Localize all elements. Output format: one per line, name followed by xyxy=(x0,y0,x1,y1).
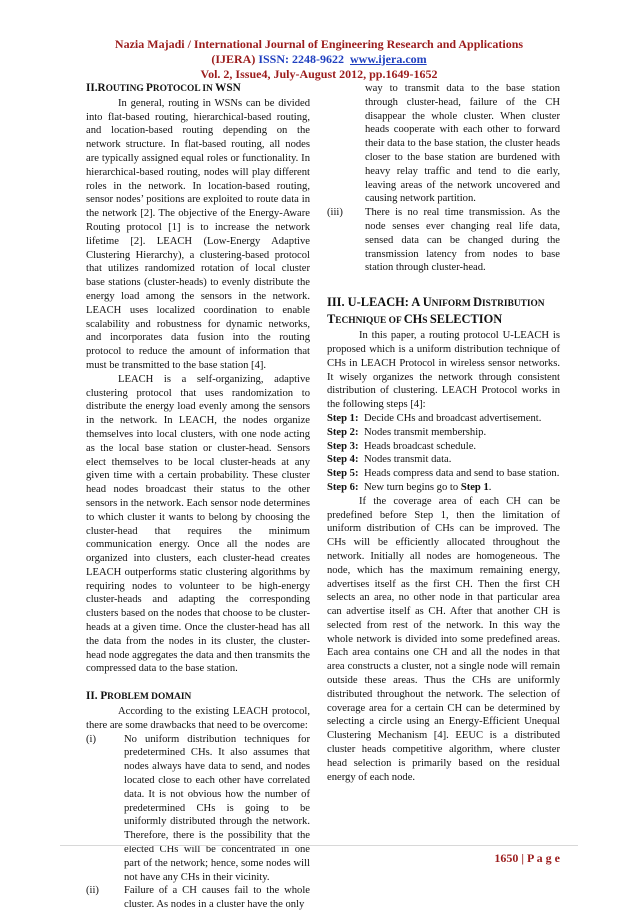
step-label: Step 1 xyxy=(327,412,355,424)
list-item-number: (ii) xyxy=(86,885,99,897)
page-label: P a g e xyxy=(527,851,560,865)
step-text: Heads broadcast schedule. xyxy=(364,440,477,452)
list-item-text: Failure of a CH causes fail to the whole cluster. As nodes in a cluster have the only xyxy=(124,885,310,911)
list-item-number: (iii) xyxy=(327,207,343,219)
journal-code: (IJERA) xyxy=(211,52,256,66)
step-item: Step 1: Decide CHs and broadcast advertisement. xyxy=(327,412,560,426)
right-column xyxy=(327,82,560,784)
list-item xyxy=(327,206,560,275)
step-item: Step 6: New turn begins go to Step 1. xyxy=(327,481,560,495)
leach-steps-list xyxy=(327,412,560,495)
header-issn-line xyxy=(60,52,578,67)
list-item-continued xyxy=(327,82,560,206)
paragraph-coverage-area: If the coverage area of each CH can be predefined before Step 1, then the limitation of uniform distribution of CHs can be improved. The CHs will be efficiently allocated throughout the network. Initially all nodes are homogeneous. The node, which has the maximum remaining energy, advertises itself as the first CH. Then the first CH selects an area, no other node in that particular area can advertise itself as CH. After that another CH is selected from rest of the network. In this way the whole network is divided into some predefined areas. Each area contains one CH and all the nodes in that area constructs a cluster, not a single node will remain outside these areas. Thus the CHs are uniformly distributed throughout the network. The selection of coverage area for a certain CH can be determined by selecting a circle using an Energy-Efficient Unequal Clustering Mechanism [4]. EEUC is a distributed cluster heads competitive algorithm, where cluster head selection is primarily based on the residual energy of each node. xyxy=(327,495,560,783)
list-item-text: There is no real time transmission. As the node senses ever changing real life data, sensed data can be changed during the transmission latency from nodes to base station through cluster-head. xyxy=(365,207,560,274)
step-text: Heads compress data and send to base station. xyxy=(364,468,560,480)
page-footer: 1650 | P a g e xyxy=(494,851,560,865)
list-item xyxy=(86,884,310,912)
running-header xyxy=(60,37,578,82)
header-author-journal: Nazia Majadi / International Journal of Engineering Research and Applications xyxy=(114,37,524,51)
section-heading-uleach: III. U-LEACH: A UNIFORM DISTRIBUTION TECHNIQUE OF CHS SELECTION xyxy=(327,295,545,327)
paragraph-routing: In general, routing in WSNs can be divided into flat-based routing, hierarchical-based routing, and location-based routing depending on the network structure. In flat-based routing, all nodes are typically assigned equal roles or functionality. In hierarchical-based routing, nodes will play different roles in the network. In location-based routing, sensor nodes’ positions are exploited to route data in the network [2]. The objective of the Energy-Aware Routing protocol [1] is to increase the network lifetime [2]. LEACH (Low-Energy Adaptive Clustering Hierarchy), a clustering-based protocol that utilizes randomized rotation of local cluster base stations (cluster-heads) to evenly distribute the energy load among the sensors in the network. LEACH uses localized coordination to enable scalability and robustness for dynamic networks, and incorporates data fusion into the routing protocol to reduce the amount of information that must be transmitted to the base station [4]. xyxy=(86,97,310,371)
step-label: Step 2 xyxy=(327,426,355,438)
paragraph-uleach-intro: In this paper, a routing protocol U-LEACH is proposed which is a uniform distribution technique of CHs in LEACH Protocol in wireless sensor networks. It wisely organizes the network through consistent distribution of clustering. LEACH Protocol works in the following steps [4]: xyxy=(327,330,560,411)
step-label: Step 3 xyxy=(327,440,355,452)
step-label: Step 4 xyxy=(327,454,355,466)
header-volume-line: Vol. 2, Issue4, July-August 2012, pp.1649-1652 xyxy=(200,67,438,81)
paragraph-leach: LEACH is a self-organizing, adaptive clustering protocol that uses randomization to distribute the energy load evenly among the sensors in the network. In LEACH, the nodes organize themselves into local clusters, with one node acting as the local base station or cluster-head. Sensors elect themselves to be local cluster-heads at any given time with a certain probability. These cluster head nodes broadcast their status to the other sensors in the network. Each sensor node determines to which cluster it wants to belong by choosing the cluster-head that requires the minimum communication energy. Once all the nodes are organized into clusters, each cluster-head creates LEACH outperforms static clustering algorithms by requiring nodes to volunteer to be high-energy cluster-heads and adapting the corresponding clusters based on the nodes that choose to be cluster-heads at a given time. Once the cluster-head has all the data from the nodes in its cluster, the cluster-head node aggregates the data and then transmits the compressed data to the base station. xyxy=(86,373,310,675)
left-column xyxy=(86,82,310,912)
step-label: Step 5 xyxy=(327,468,355,480)
step-text: Nodes transmit data. xyxy=(364,454,452,466)
footer-divider xyxy=(60,845,578,846)
list-item-text: No uniform distribution techniques for predetermined CHs. It also assumes that nodes always have data to send, and nodes located close to each other have correlated data. It is not obvious how the number of predetermined CHs is going to be uniformly distributed through the network. Therefore, there is the possibility that the elected CHs will be concentrated in one part of the network; hence, some nodes will not have any CHs in their vicinity. xyxy=(124,733,310,883)
step-item: Step 5: Heads compress data and send to base station. xyxy=(327,468,560,480)
issn: ISSN: 2248-9622 xyxy=(258,52,345,66)
step-label: Step 6 xyxy=(327,481,355,493)
step-text: New turn begins go to Step 1. xyxy=(364,481,492,493)
journal-website-link[interactable]: www.ijera.com xyxy=(350,52,427,66)
paragraph-problem-intro: According to the existing LEACH protocol, there are some drawbacks that need to be overcome: xyxy=(86,706,310,731)
step-reference: Step 1 xyxy=(460,481,489,493)
step-item: Step 2: Nodes transmit membership. xyxy=(327,426,560,440)
list-item xyxy=(86,733,310,885)
step-item: Step 4: Nodes transmit data. xyxy=(327,453,560,467)
section-heading-problem-domain: II. PROBLEM DOMAIN xyxy=(86,690,192,703)
list-item-number: (i) xyxy=(86,733,96,745)
list-item-text: way to transmit data to the base station through cluster-head, failure of the CH disappear the whole cluster. When cluster heads cooperate with each other to forward their data to the base station, the cluster heads closer to the base station are burdened with heavy relay traffic and tend to die early, leaving areas of the network uncovered and causing network partition. xyxy=(365,83,560,205)
step-item: Step 3: Heads broadcast schedule. xyxy=(327,440,560,454)
step-text: Decide CHs and broadcast advertisement. xyxy=(364,412,542,424)
page-number: 1650 xyxy=(494,851,519,865)
section-heading-routing: II.ROUTING PROTOCOL IN WSN xyxy=(86,82,241,94)
step-text: Nodes transmit membership. xyxy=(364,426,487,438)
